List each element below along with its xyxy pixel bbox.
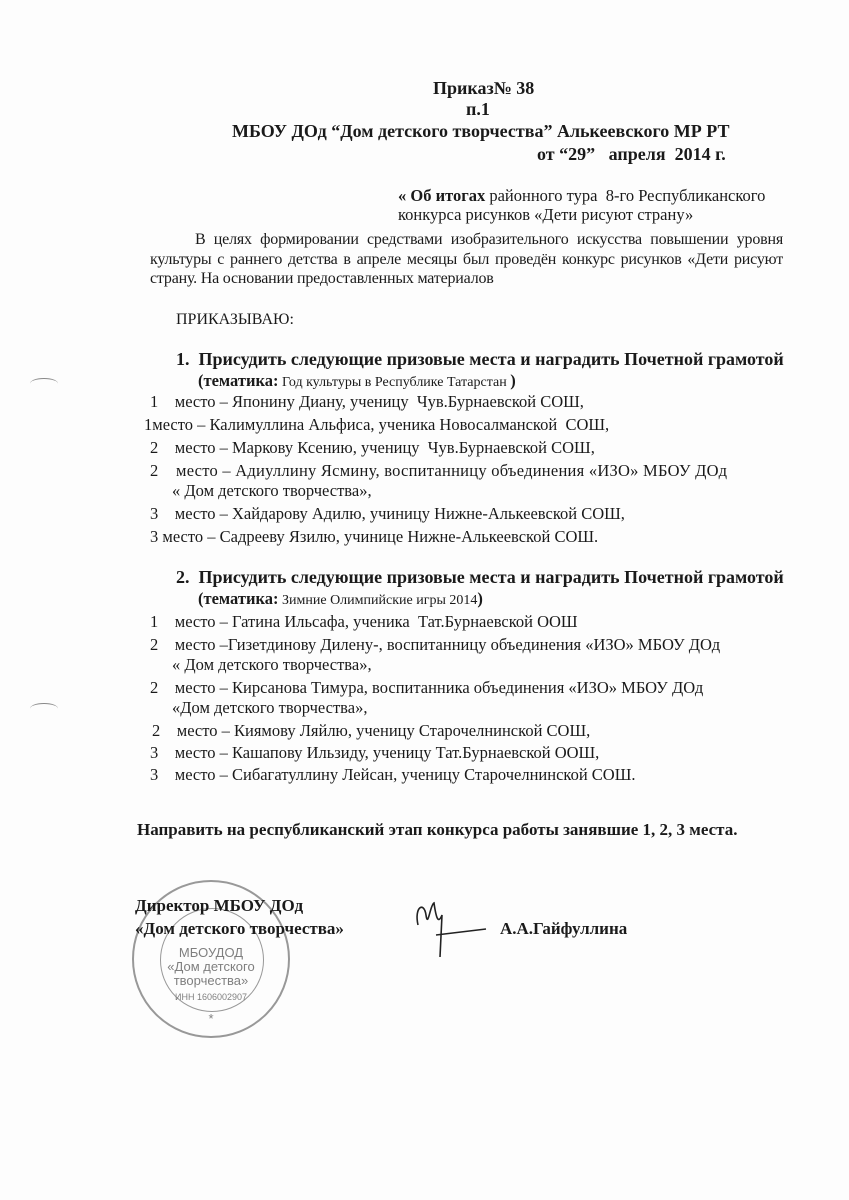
theme-text: Год культуры в Республике Татарстан <box>278 375 511 390</box>
director-position-line-2: «Дом детского творчества» <box>135 919 344 938</box>
list-item: 3 место – Сибагатуллину Лейсан, ученицу Старочелнинской СОШ. <box>150 765 636 784</box>
section-2-heading: 2. Присудить следующие призовые места и наградить Почетной грамотой <box>176 567 784 587</box>
theme-close: ) <box>477 589 483 608</box>
list-item-continuation: «Дом детского творчества», <box>172 698 368 717</box>
list-item: 1 место – Японину Диану, ученицу Чув.Бурнаевской СОШ, <box>150 392 584 411</box>
section-2-theme <box>198 589 483 611</box>
list-item: 2 место – Кирсанова Тимура, воспитанника объединения «ИЗО» МБОУ ДОд <box>150 678 704 697</box>
intro-paragraph: В целях формировании средствами изобразительного искусства повышении уровня культуры с раннего детства в апреле месяцы был проведён конкурс рисунков «Дети рисуют страну. На основании предоставленных материалов <box>150 231 783 287</box>
handwritten-signature <box>410 895 490 965</box>
theme-label: (тематика: <box>198 589 279 608</box>
list-item: 2 место – Киямову Ляйлю, ученицу Старочелнинской СОШ, <box>152 721 591 740</box>
stamp-text: «Дом детского <box>167 959 255 974</box>
stamp-inn: ИНН 1606002907 <box>174 992 248 1002</box>
theme-close: ) <box>510 371 516 390</box>
list-item: 2 место –Гизетдинову Дилену-, воспитанницу объединения «ИЗО» МБОУ ДОд <box>150 635 721 654</box>
list-item: 3 место – Хайдарову Адилю, учиницу Нижне-Алькеевской СОШ, <box>150 504 625 523</box>
subject-line-1 <box>398 186 765 206</box>
direction-statement: Направить на республиканский этап конкурса работы занявшие 1, 2, 3 места. <box>137 820 738 839</box>
subject-rest: районного тура 8-го Республиканского <box>485 186 766 205</box>
list-item: 3 место – Садрееву Язилю, учинице Нижне-Алькеевской СОШ. <box>150 527 599 546</box>
list-item: 1место – Калимуллина Альфиса, ученика Новосалманской СОШ, <box>144 415 610 434</box>
stamp-text: МБОУДОД <box>178 945 244 960</box>
stamp-star-icon: * <box>208 1011 214 1026</box>
list-item: 2 место – Адиуллину Ясмину, воспитанницу объединения «ИЗО» МБОУ ДОд <box>150 461 728 480</box>
list-item: 1 место – Гатина Ильсафа, ученика Тат.Бурнаевской ООШ <box>150 612 578 631</box>
order-date: от “29” апреля 2014 г. <box>537 144 726 164</box>
organization-name: МБОУ ДОд “Дом детского творчества” Алькеевского МР РТ <box>232 121 730 141</box>
list-item: 3 место – Кашапову Ильзиду, ученицу Тат.Бурнаевской ООШ, <box>150 743 600 762</box>
subject-line-2: конкурса рисунков «Дети рисуют страну» <box>398 205 694 224</box>
director-position-line-1: Директор МБОУ ДОд <box>135 896 304 915</box>
scan-hole-mark <box>30 378 58 389</box>
theme-text: Зимние Олимпийские игры 2014 <box>278 593 478 608</box>
list-item: 2 место – Маркову Ксению, ученицу Чув.Бурнаевской СОШ, <box>150 438 595 457</box>
list-item-continuation: « Дом детского творчества», <box>172 481 372 500</box>
stamp-text: творчества» <box>173 973 249 988</box>
subject-bold: « Об итогах <box>398 186 486 205</box>
order-title: Приказ№ 38 <box>433 78 535 98</box>
order-point: п.1 <box>466 99 490 119</box>
section-1-heading: 1. Присудить следующие призовые места и наградить Почетной грамотой <box>176 349 784 369</box>
director-name: А.А.Гайфуллина <box>500 919 628 938</box>
order-word: ПРИКАЗЫВАЮ: <box>176 311 294 328</box>
scan-hole-mark <box>30 703 58 714</box>
section-1-theme <box>198 371 516 393</box>
list-item-continuation: « Дом детского творчества», <box>172 655 372 674</box>
theme-label: (тематика: <box>198 371 279 390</box>
